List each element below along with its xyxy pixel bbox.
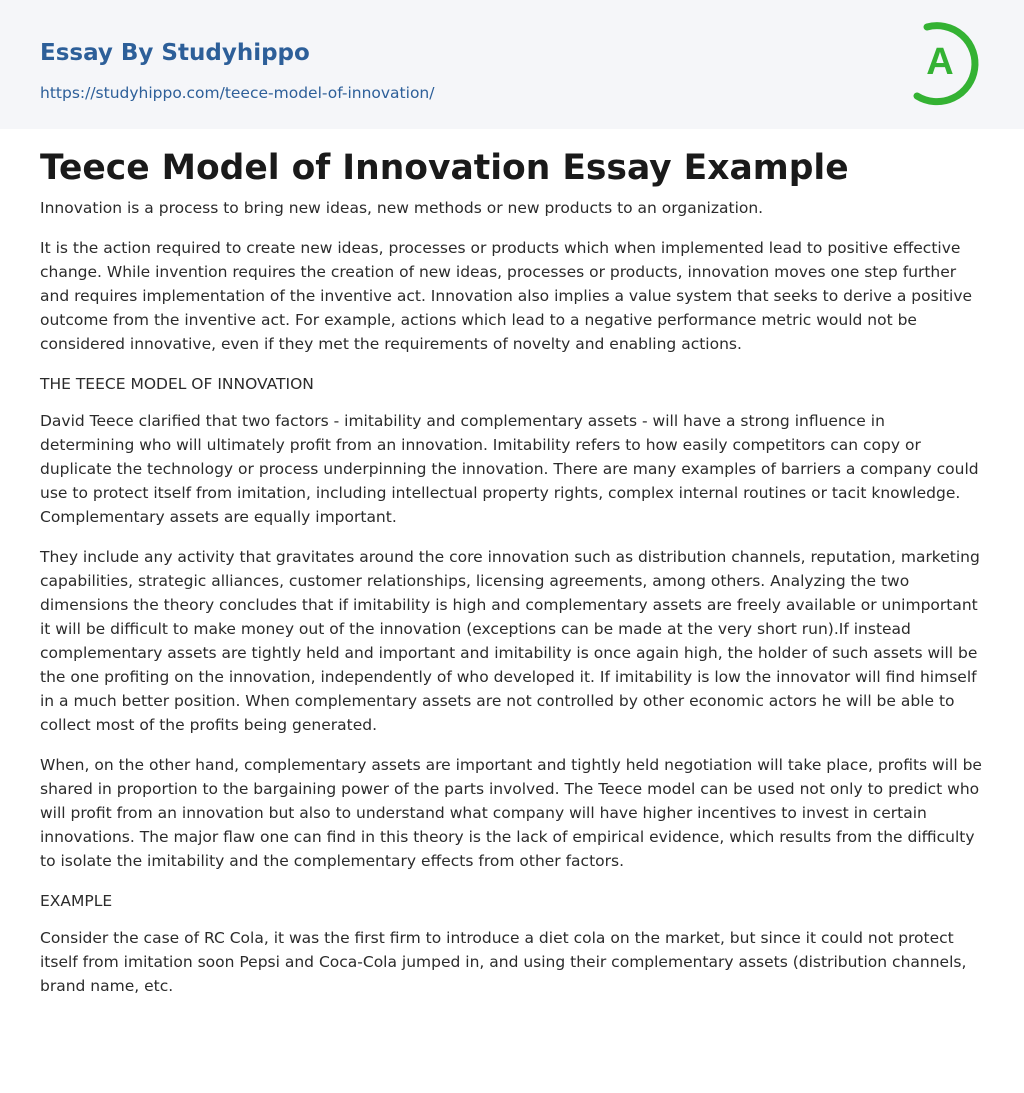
intro-paragraph: Innovation is a process to bring new ideas, new methods or new products to an organization.	[40, 199, 764, 217]
logo-letter: A	[926, 41, 954, 83]
essay-url-link[interactable]: https://studyhippo.com/teece-model-of-innovation/	[40, 84, 435, 102]
essay-paragraph-1: It is the action required to create new ideas, processes or products which when implemented lead to positive effective change. While invention requires the creation of new ideas, processes or products, innovation moves one step further and requires implementation of the inventive act. Innovation also implies a value system that seeks to derive a positive outcome from the inventive act. For example, actions which lead to a negative performance metric would not be considered innovative, even if they met the requirements of novelty and enabling actions.	[40, 239, 973, 353]
essay-content	[40, 140, 984, 1014]
essay-paragraph-2: David Teece clarified that two factors - imitability and complementary assets - will have a strong influence in determining who will ultimately profit from an innovation. Imitability refers to how easily competitors can copy or duplicate the technology or process underpinning the innovation. There are many examples of barriers a company could use to protect itself from imitation, including intellectual property rights, complex internal routines or tacit knowledge. Complementary assets are equally important.	[40, 412, 979, 526]
site-header	[0, 0, 1024, 129]
essay-paragraph-3: They include any activity that gravitates around the core innovation such as distribution channels, reputation, marketing capabilities, strategic alliances, customer relationships, licensing agreements, among others. Analyzing the two dimensions the theory concludes that if imitability is high and complementary assets are freely available or unimportant it will be difficult to make money out of the innovation (exceptions can be made at the very short run).If instead complementary assets are tightly held and important and imitability is once again high, the holder of such assets will be the one profiting on the innovation, independently of who developed it. If imitability is low the innovator will find himself in a much better position. When complementary assets are not controlled by other economic actors he will be able to collect most of the profits being generated.	[40, 548, 980, 734]
studyhippo-logo-icon[interactable]	[904, 16, 988, 108]
essay-paragraph-4: When, on the other hand, complementary assets are important and tightly held negotiation will take place, profits will be shared in proportion to the bargaining power of the parts involved. The Teece model can be used not only to predict who will profit from an innovation but also to understand what company will have higher incentives to invest in certain innovations. The major flaw one can find in this theory is the lack of empirical evidence, which results from the difficulty to isolate the imitability and the complementary effects from other factors.	[40, 756, 982, 870]
essay-paragraph-5: Consider the case of RC Cola, it was the first firm to introduce a diet cola on the market, but since it could not protect itself from imitation soon Pepsi and Coca-Cola jumped in, and using their complementary assets (distribution channels, brand name, etc.	[40, 929, 967, 995]
brand-title[interactable]: Essay By Studyhippo	[40, 40, 310, 66]
section-heading-example: EXAMPLE	[40, 892, 113, 910]
section-heading-teece-model: THE TEECE MODEL OF INNOVATION	[40, 375, 314, 393]
page-title: Teece Model of Innovation Essay Example	[40, 148, 849, 188]
